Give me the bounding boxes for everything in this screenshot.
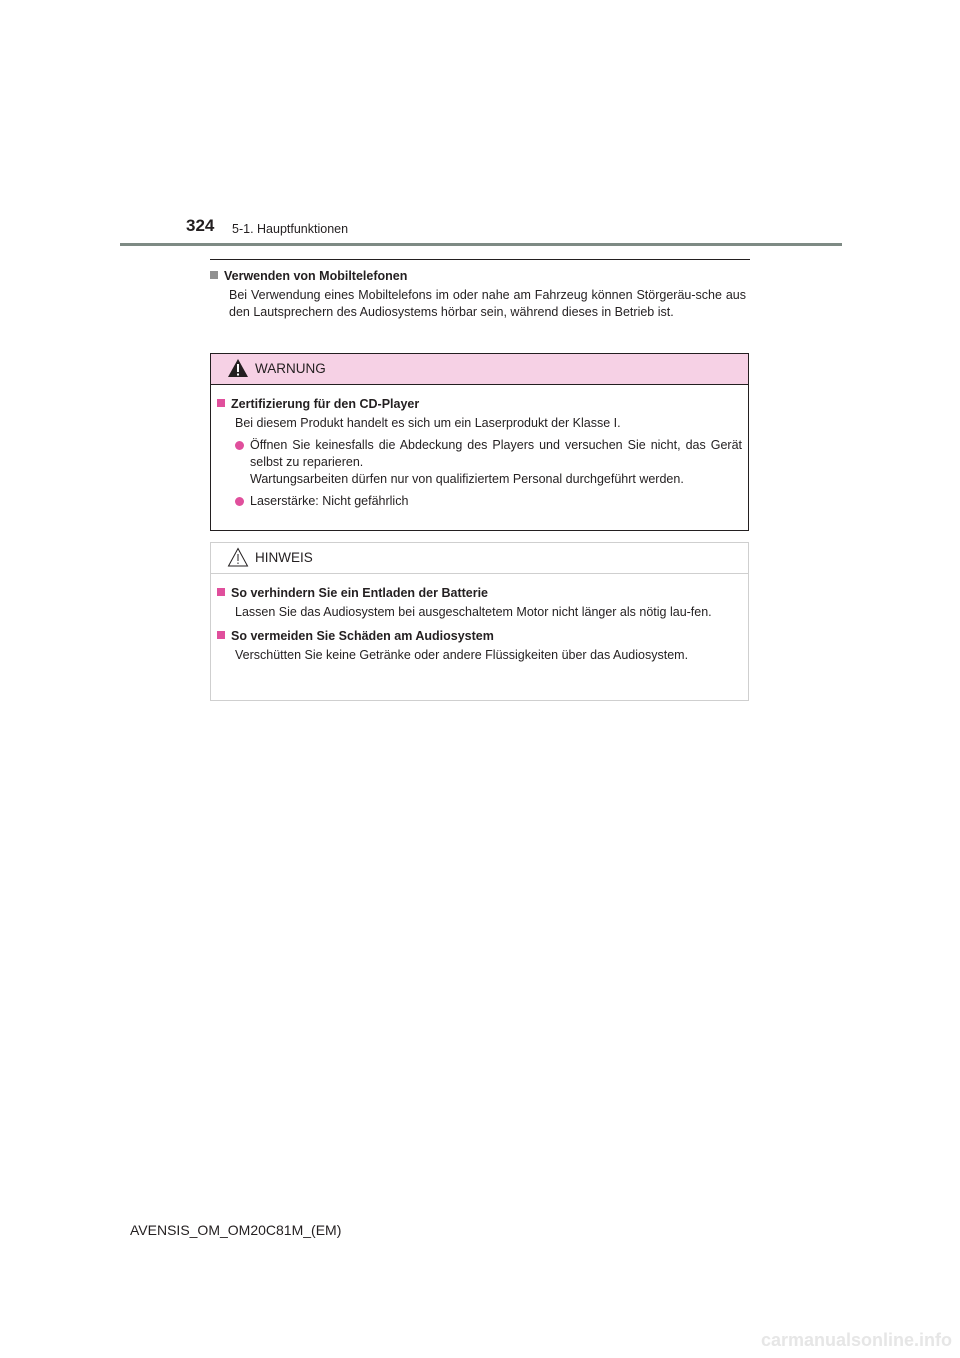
square-bullet-icon [217, 399, 225, 407]
caution-triangle-icon [227, 547, 249, 567]
warning-text: Bei diesem Produkt handelt es sich um ein Laserprodukt der Klasse I. [235, 416, 621, 430]
warning-header [211, 354, 748, 385]
warning-triangle-icon [227, 358, 249, 378]
intro-heading [210, 268, 750, 285]
intro-heading-text: Verwenden von Mobiltelefonen [224, 269, 408, 283]
note-body [211, 574, 748, 664]
square-bullet-icon [217, 588, 225, 596]
round-bullet-icon [235, 497, 244, 506]
warning-title: WARNUNG [255, 361, 326, 376]
note-title: HINWEIS [255, 550, 313, 565]
watermark-logo [720, 1308, 960, 1358]
warning-box [210, 353, 749, 531]
note-header [211, 543, 748, 574]
square-bullet-icon [210, 271, 218, 279]
document-code: AVENSIS_OM_OM20C81M_(EM) [130, 1222, 342, 1238]
note-heading-text: So verhindern Sie ein Entladen der Batterie [231, 586, 489, 600]
watermark-text: carmanualsonline.info [760, 1330, 952, 1350]
intro-text: Bei Verwendung eines Mobiltelefons im oder nahe am Fahrzeug können Störgeräu-sche aus den Lautsprechern des Audiosystems hörbar sein, während dieses in Betrieb ist. [229, 288, 746, 319]
list-item [235, 493, 742, 510]
list-item-line: Öffnen Sie keinesfalls die Abdeckung des Players und versuchen Sie nicht, das Gerät selbst zu reparieren. [250, 438, 742, 469]
round-bullet-icon [235, 441, 244, 450]
note-box [210, 542, 749, 701]
section-title: 5-1. Hauptfunktionen [232, 222, 349, 236]
note-text: Verschütten Sie keine Getränke oder andere Flüssigkeiten über das Audiosystem. [235, 648, 689, 662]
list-item [235, 437, 742, 488]
list-item-line: Wartungsarbeiten dürfen nur von qualifiziertem Personal durchgeführt werden. [250, 472, 684, 486]
note-text: Lassen Sie das Audiosystem bei ausgeschaltetem Motor nicht länger als nötig lau-fen. [235, 605, 712, 619]
intro-section [210, 268, 750, 321]
list-item-text: Laserstärke: Nicht gefährlich [250, 494, 409, 508]
warning-heading-text: Zertifizierung für den CD-Player [231, 397, 420, 411]
list-item-text [250, 437, 742, 488]
page-number: 324 [186, 216, 215, 235]
section-divider [210, 259, 750, 260]
warning-heading [217, 396, 742, 413]
header-rule [120, 243, 842, 246]
note-heading-text: So vermeiden Sie Schäden am Audiosystem [231, 629, 494, 643]
warning-body [211, 385, 748, 510]
note-heading [217, 628, 742, 645]
square-bullet-icon [217, 631, 225, 639]
note-heading [217, 585, 742, 602]
